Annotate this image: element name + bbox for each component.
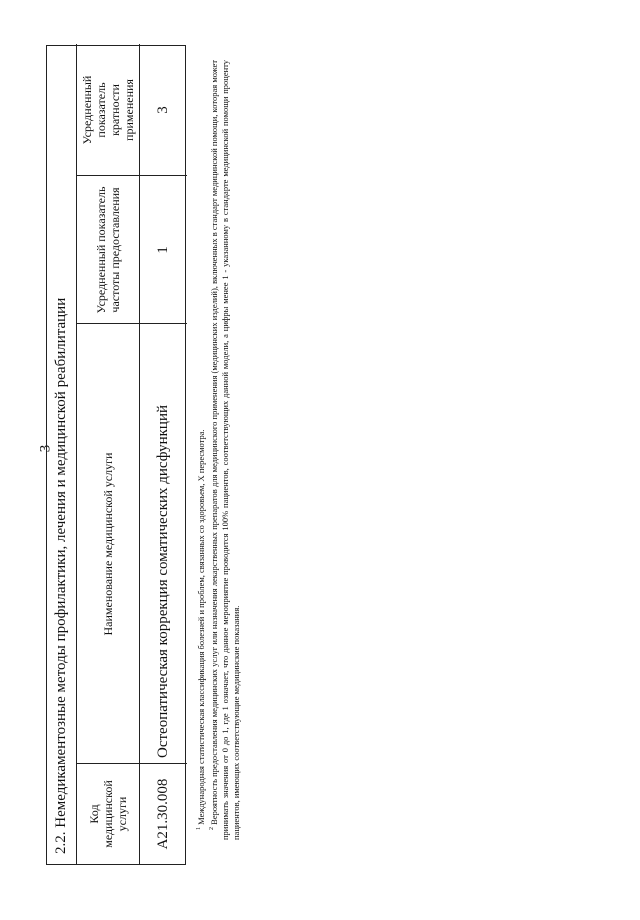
header-frequency: Усредненный показатель частоты предоставления (94, 186, 122, 314)
footnotes (194, 60, 242, 840)
table-row-multiplicity: 3 (154, 106, 171, 114)
table-row-code: A21.30.008 (154, 778, 171, 850)
page-number: 3 (37, 444, 54, 453)
footnote-2: $^2$ Вероятность предоставления медицинских услуг или назначения лекарственных препаратов для медицинского применения (медицинских изделий), включенных в стандарт медицинской помощи, которая может принимать значения от 0 до 1, где 1 означает, что данное мероприятие проводится 100% пациентов, соответствующих данной модели, а цифры менее 1 - указанному в стандарте медицинской помощи проценту пациентов, имеющих соответствующие медицинские показания. (208, 59, 241, 840)
header-multiplicity: Усредненный показатель кратности применения (80, 75, 136, 145)
services-table (46, 45, 186, 865)
table-row-name: Остеопатическая коррекция соматических дисфункций (154, 404, 171, 758)
rotated-landscape-content (46, 45, 576, 865)
header-code: Код медицинской услуги (87, 780, 129, 848)
header-name: Наименование медицинской услуги (101, 452, 115, 636)
section-title: 2.2. Немедикаментозные методы профилактики, лечения и медицинской реабилитации (47, 44, 77, 864)
footnote-1: $^1$ Международная статистическая классификация болезней и проблем, связанных со здоровьем, X пересмотра. (195, 429, 206, 830)
table-row-frequency: 1 (154, 246, 171, 254)
